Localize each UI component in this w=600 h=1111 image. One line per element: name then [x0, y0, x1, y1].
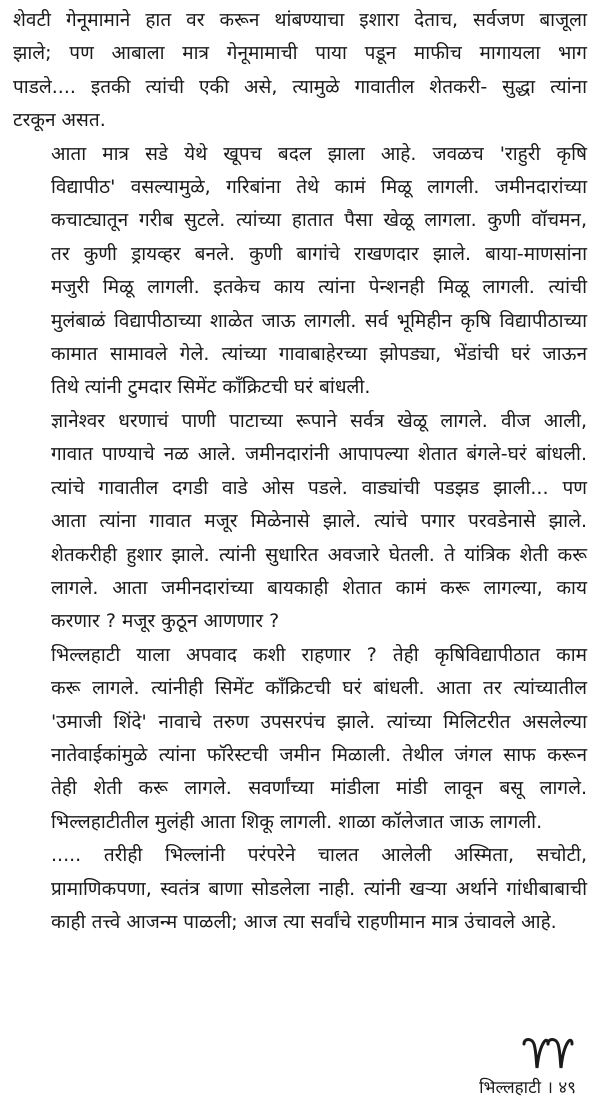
text-line: 'उमाजी शिंदे' नावाचे तरुण उपसरपंच झाले. त्यांच्या मिलिटरीत असलेल्या: [51, 710, 587, 733]
text-line: तिथे त्यांनी टुमदार सिमेंट कॉंक्रिटची घरं बांधली.: [51, 376, 371, 399]
text-line: ..... तरीही भिल्लांनी परंपरेने चालत आलेली अस्मिता, सचोटी,: [51, 844, 587, 867]
text-line: टरकून असत.: [13, 109, 106, 132]
running-title: भिल्लहाटी: [479, 1078, 542, 1098]
footer-separator: ।: [546, 1078, 553, 1098]
text-line: प्रामाणिकपणा, स्वतंत्र बाणा सोडलेला नाही. त्यांनी खऱ्या अर्थाने गांधीबाबाची: [51, 877, 587, 900]
text-line: आता त्यांना गावात मजूर मिळेनासे झाले. त्यांचे पगार परवडेनासे झाले.: [51, 510, 587, 533]
text-line: तर कुणी ड्रायव्हर बनले. कुणी बागांचे राखणदार झाले. बाया-माणसांना: [51, 242, 587, 265]
text-line: ज्ञानेश्वर धरणाचं पाणी पाटाच्या रूपाने सर्वत्र खेळू लागले. वीज आली,: [51, 409, 587, 432]
text-line: कामात सामावले गेले. त्यांच्या गावाबाहेरच्या झोपड्या, भेंडांची घरं जाऊन: [51, 343, 587, 366]
text-line: भिल्लहाटी याला अपवाद कशी राहणार ? तेही कृषिविद्यापीठात काम: [51, 643, 587, 666]
text-line: पाडले.... इतकी त्यांची एकी असे, त्यामुळे गावातील शेतकरी- सुद्धा त्यांना: [13, 75, 587, 98]
text-line: लागले. आता जमीनदारांच्या बायकाही शेतात कामं करू लागल्या, काय: [51, 576, 587, 599]
text-line: करणार ? मजूर कुठून आणणार ?: [51, 610, 280, 633]
text-line: शेतकरीही हुशार झाले. त्यांनी सुधारित अवजारे घेतली. ते यांत्रिक शेती करू: [51, 543, 587, 566]
text-line: मुलंबाळं विद्यापीठाच्या शाळेत जाऊ लागली. सर्व भूमिहीन कृषि विद्यापीठाच्या: [51, 309, 587, 332]
body-text: [13, 4, 587, 939]
text-line: विद्यापीठ' वसल्यामुळे, गरिबांना तेथे कामं मिळू लागली. जमीनदारांच्या: [51, 176, 587, 199]
text-line: आता मात्र सडे येथे खूपच बदल झाला आहे. जवळच 'राहुरी कृषि: [51, 142, 587, 165]
text-line: त्यांचे गावातील दगडी वाडे ओस पडले. वाड्यांची पडझड झाली... पण: [51, 476, 587, 499]
text-line: शेवटी गेनूमामाने हात वर करून थांबण्याचा इशारा देताच, सर्वजण बाजूला: [13, 9, 587, 31]
text-line: कचाट्यातून गरीब सुटले. त्यांच्या हातात पैसा खेळू लागला. कुणी वॉचमन,: [51, 209, 587, 232]
text-line: भिल्लहाटीतील मुलंही आता शिकू लागली. शाळा कॉलेजात जाऊ लागली.: [51, 810, 543, 833]
text-line: गावात पाण्याचे नळ आले. जमीनदारांनी आपापल्या शेतात बंगले-घरं बांधली.: [51, 443, 587, 466]
paragraph: [13, 4, 587, 138]
text-line: मजुरी मिळू लागली. इतकेच काय त्यांना पेन्शनही मिळू लागली. त्यांची: [51, 276, 587, 299]
paragraph: [13, 639, 587, 839]
text-line: करू लागले. त्यांनीही सिमेंट कॉंक्रिटची घरं बांधली. आता तर त्यांच्यातील: [51, 677, 587, 700]
paragraph: [13, 138, 587, 405]
paragraph: [13, 839, 587, 939]
page-number: ४९: [558, 1078, 576, 1098]
double-curl-ornament-icon: [520, 1036, 576, 1070]
text-line: नातेवाईकांमुळे त्यांना फॉरेस्टची जमीन मिळाली. तेथील जंगल साफ करून: [51, 743, 587, 766]
text-line: तेही शेती करू लागले. सवर्णांच्या मांडीला मांडी लावून बसू लागले.: [51, 777, 587, 800]
page-footer: [479, 1076, 576, 1100]
text-line: काही तत्त्वे आजन्म पाळली; आज त्या सर्वांचे राहणीमान मात्र उंचावले आहे.: [51, 910, 557, 933]
paragraph: [13, 405, 587, 639]
text-line: झाले; पण आबाला मात्र गेनूमामाची पाया पडून माफीच मागायला भाग: [13, 42, 587, 65]
